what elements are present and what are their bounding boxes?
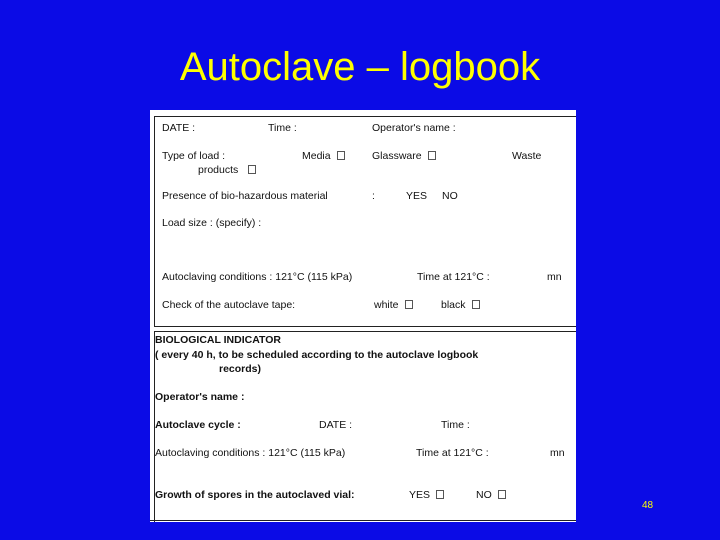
spore-no-label: NO (476, 489, 492, 501)
section-divider (154, 326, 576, 327)
products-label: products (198, 164, 239, 176)
spore-growth-label: Growth of spores in the autoclaved vial: (155, 489, 355, 501)
biohazard-yes[interactable]: YES (406, 190, 428, 202)
section-top-border (154, 116, 576, 117)
indicator-note-line1: ( every 40 h, to be scheduled according to the autoclave logbook (155, 349, 479, 361)
load-type-label: Type of load : (162, 150, 226, 162)
white-option[interactable] (374, 299, 413, 311)
glassware-checkbox[interactable] (428, 151, 436, 160)
page-number: 48 (642, 500, 654, 511)
indicator-mn-label: mn (550, 447, 565, 459)
biohazard-colon: : (372, 190, 375, 202)
date-label: DATE : (162, 122, 196, 134)
products-option[interactable] (198, 164, 256, 176)
tape-check-label: Check of the autoclave tape: (162, 299, 296, 311)
section-divider-inner (154, 331, 576, 332)
indicator-heading: BIOLOGICAL INDICATOR (155, 334, 281, 346)
spore-yes-option[interactable] (409, 489, 444, 501)
indicator-time-at-label: Time at 121°C : (416, 447, 489, 459)
media-label: Media (302, 150, 331, 162)
glassware-label: Glassware (372, 150, 422, 162)
spore-no-checkbox[interactable] (498, 490, 506, 499)
black-checkbox[interactable] (472, 300, 480, 309)
products-checkbox[interactable] (248, 165, 256, 174)
operator-name-label: Operator's name : (372, 122, 456, 134)
spore-yes-label: YES (409, 489, 431, 501)
section-left-border (154, 116, 155, 326)
autoclave-cycle-label: Autoclave cycle : (155, 419, 241, 431)
logbook-form (150, 110, 576, 522)
slide-title: Autoclave – logbook (179, 45, 541, 89)
white-checkbox[interactable] (405, 300, 413, 309)
biohazard-no[interactable]: NO (442, 190, 458, 202)
spore-yes-checkbox[interactable] (436, 490, 444, 499)
media-checkbox[interactable] (337, 151, 345, 160)
glassware-option[interactable] (372, 150, 436, 162)
mn-label: mn (547, 271, 562, 283)
black-label: black (441, 299, 466, 311)
spore-no-option[interactable] (476, 489, 506, 501)
time-label: Time : (268, 122, 297, 134)
media-option[interactable] (302, 150, 345, 162)
waste-label: Waste (512, 150, 542, 162)
indicator-note-line2: records) (219, 363, 262, 375)
indicator-date-label: DATE : (319, 419, 353, 431)
conditions-label: Autoclaving conditions : 121°C (115 kPa) (162, 271, 353, 283)
load-size-label: Load size : (specify) : (162, 217, 262, 229)
indicator-time-label: Time : (441, 419, 470, 431)
time-at-label: Time at 121°C : (417, 271, 490, 283)
biohazard-label: Presence of bio-hazardous material (162, 190, 328, 202)
form-bottom-border (150, 520, 576, 521)
white-label: white (374, 299, 399, 311)
indicator-conditions-label: Autoclaving conditions : 121°C (115 kPa) (155, 447, 346, 459)
black-option[interactable] (441, 299, 480, 311)
indicator-operator-label: Operator's name : (155, 391, 245, 403)
